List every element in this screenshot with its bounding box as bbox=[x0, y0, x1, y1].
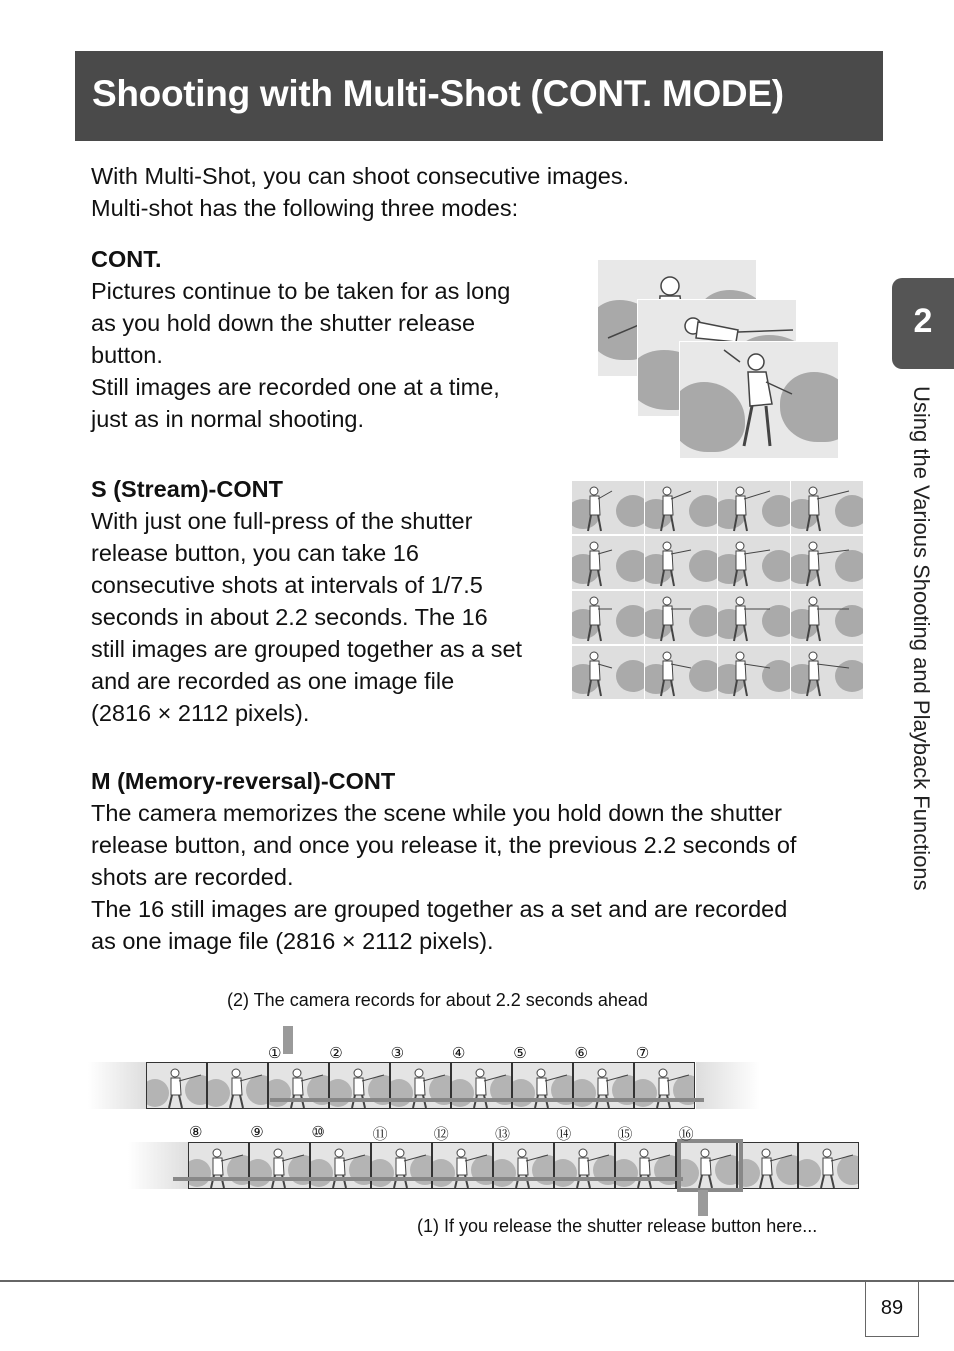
timeline-2 bbox=[173, 1177, 683, 1181]
stream-frame bbox=[791, 536, 863, 589]
cont-heading: CONT. bbox=[91, 246, 162, 272]
stream-line: still images are grouped together as a set bbox=[91, 636, 523, 662]
sequence-frame bbox=[615, 1142, 676, 1189]
cont-section bbox=[91, 243, 510, 435]
frame-number: ⑧ bbox=[189, 1124, 203, 1141]
memory-line: The camera memorizes the scene while you hold down the shutter bbox=[91, 800, 782, 826]
marker-release bbox=[698, 1190, 708, 1216]
frame-number: ⑨ bbox=[250, 1124, 264, 1141]
stream-frame bbox=[718, 591, 790, 644]
diagram-caption-bottom: (1) If you release the shutter release button here... bbox=[417, 1216, 818, 1236]
stream-frame bbox=[791, 646, 863, 699]
chapter-side-title bbox=[906, 386, 934, 976]
memory-line: as one image file (2816 × 2112 pixels). bbox=[91, 928, 494, 954]
frame-number: ④ bbox=[451, 1045, 466, 1062]
sequence-frame bbox=[249, 1142, 310, 1189]
strip-fade-left bbox=[128, 1142, 190, 1189]
stream-line: seconds in about 2.2 seconds. The 16 bbox=[91, 604, 488, 630]
timeline-1 bbox=[270, 1098, 704, 1102]
marker-start bbox=[283, 1026, 293, 1054]
stream-line: With just one full-press of the shutter bbox=[91, 508, 473, 534]
stream-line: (2816 × 2112 pixels). bbox=[91, 700, 310, 726]
stream-frame bbox=[572, 591, 644, 644]
memory-heading: M (Memory-reversal)-CONT bbox=[91, 768, 396, 794]
stream-illustration bbox=[572, 481, 863, 699]
stream-line: and are recorded as one image file bbox=[91, 668, 455, 694]
intro-line: Multi-shot has the following three modes: bbox=[91, 195, 519, 221]
intro-text bbox=[91, 160, 629, 224]
stream-frame bbox=[572, 646, 644, 699]
memory-line: release button, and once you release it, the previous 2.2 seconds of bbox=[91, 832, 797, 858]
release-frame-highlight bbox=[677, 1139, 743, 1192]
frame-number: ⑭ bbox=[556, 1126, 572, 1143]
memory-line: shots are recorded. bbox=[91, 864, 294, 890]
page-number-box bbox=[865, 1281, 919, 1337]
sequence-frame bbox=[432, 1142, 493, 1189]
sequence-frame bbox=[207, 1062, 268, 1109]
frame-number: ⑤ bbox=[513, 1045, 527, 1062]
stream-frame bbox=[791, 481, 863, 534]
frame-number: ⑦ bbox=[635, 1045, 650, 1062]
sequence-frame bbox=[737, 1142, 798, 1189]
stream-frame bbox=[791, 591, 863, 644]
chapter-title: Using the Various Shooting and Playback Functions bbox=[909, 386, 934, 891]
page-number: 89 bbox=[880, 1297, 904, 1319]
sequence-frame bbox=[493, 1142, 554, 1189]
frame-number: ⑯ bbox=[678, 1126, 694, 1143]
sequence-frame bbox=[554, 1142, 615, 1189]
cont-line: just as in normal shooting. bbox=[91, 406, 365, 432]
frame-number: ⑩ bbox=[311, 1124, 325, 1141]
stream-frame bbox=[718, 481, 790, 534]
cont-line: Pictures continue to be taken for as long bbox=[91, 278, 511, 304]
frame-strip-2 bbox=[188, 1142, 863, 1189]
stream-frame bbox=[645, 646, 717, 699]
memory-line: The 16 still images are grouped together as a set and are recorded bbox=[91, 896, 788, 922]
stream-frame bbox=[718, 646, 790, 699]
stream-frame bbox=[572, 481, 644, 534]
strip-fade-left bbox=[88, 1062, 148, 1109]
strip-fade-right bbox=[696, 1062, 760, 1109]
stream-frame bbox=[572, 536, 644, 589]
sequence-frame bbox=[798, 1142, 859, 1189]
memory-section bbox=[91, 765, 796, 957]
frame-number: ⑮ bbox=[617, 1126, 633, 1143]
chapter-tab bbox=[892, 278, 954, 369]
sequence-frame bbox=[371, 1142, 432, 1189]
stream-heading: S (Stream)-CONT bbox=[91, 476, 283, 502]
frame-number: ① bbox=[268, 1045, 282, 1062]
frame-number: ⑬ bbox=[495, 1126, 511, 1143]
cont-line: as you hold down the shutter release bbox=[91, 310, 476, 336]
page-title: Shooting with Multi-Shot (CONT. MODE) bbox=[92, 73, 784, 114]
diagram-caption-top: (2) The camera records for about 2.2 seconds ahead bbox=[227, 990, 648, 1010]
frame-number: ⑥ bbox=[574, 1045, 588, 1062]
sequence-frame bbox=[146, 1062, 207, 1109]
sequence-frame bbox=[310, 1142, 371, 1189]
stream-section bbox=[91, 473, 522, 729]
chapter-number: 2 bbox=[913, 302, 933, 340]
stream-frame bbox=[645, 591, 717, 644]
intro-line: With Multi-Shot, you can shoot consecutive images. bbox=[91, 163, 630, 189]
frame-number: ② bbox=[329, 1045, 343, 1062]
cont-line: Still images are recorded one at a time, bbox=[91, 374, 500, 400]
cont-illustration bbox=[597, 259, 839, 461]
frame-number: ⑫ bbox=[433, 1126, 449, 1143]
title-bar bbox=[75, 51, 883, 141]
cont-line: button. bbox=[91, 342, 163, 368]
golfer-photo bbox=[679, 341, 839, 459]
frame-number: ③ bbox=[390, 1045, 405, 1062]
sequence-frame bbox=[188, 1142, 249, 1189]
stream-frame bbox=[645, 536, 717, 589]
footer-rule bbox=[0, 1280, 954, 1282]
stream-line: release button, you can take 16 bbox=[91, 540, 419, 566]
stream-frame bbox=[645, 481, 717, 534]
stream-line: consecutive shots at intervals of 1/7.5 bbox=[91, 572, 483, 598]
frame-number: ⑪ bbox=[372, 1126, 388, 1143]
stream-frame bbox=[718, 536, 790, 589]
